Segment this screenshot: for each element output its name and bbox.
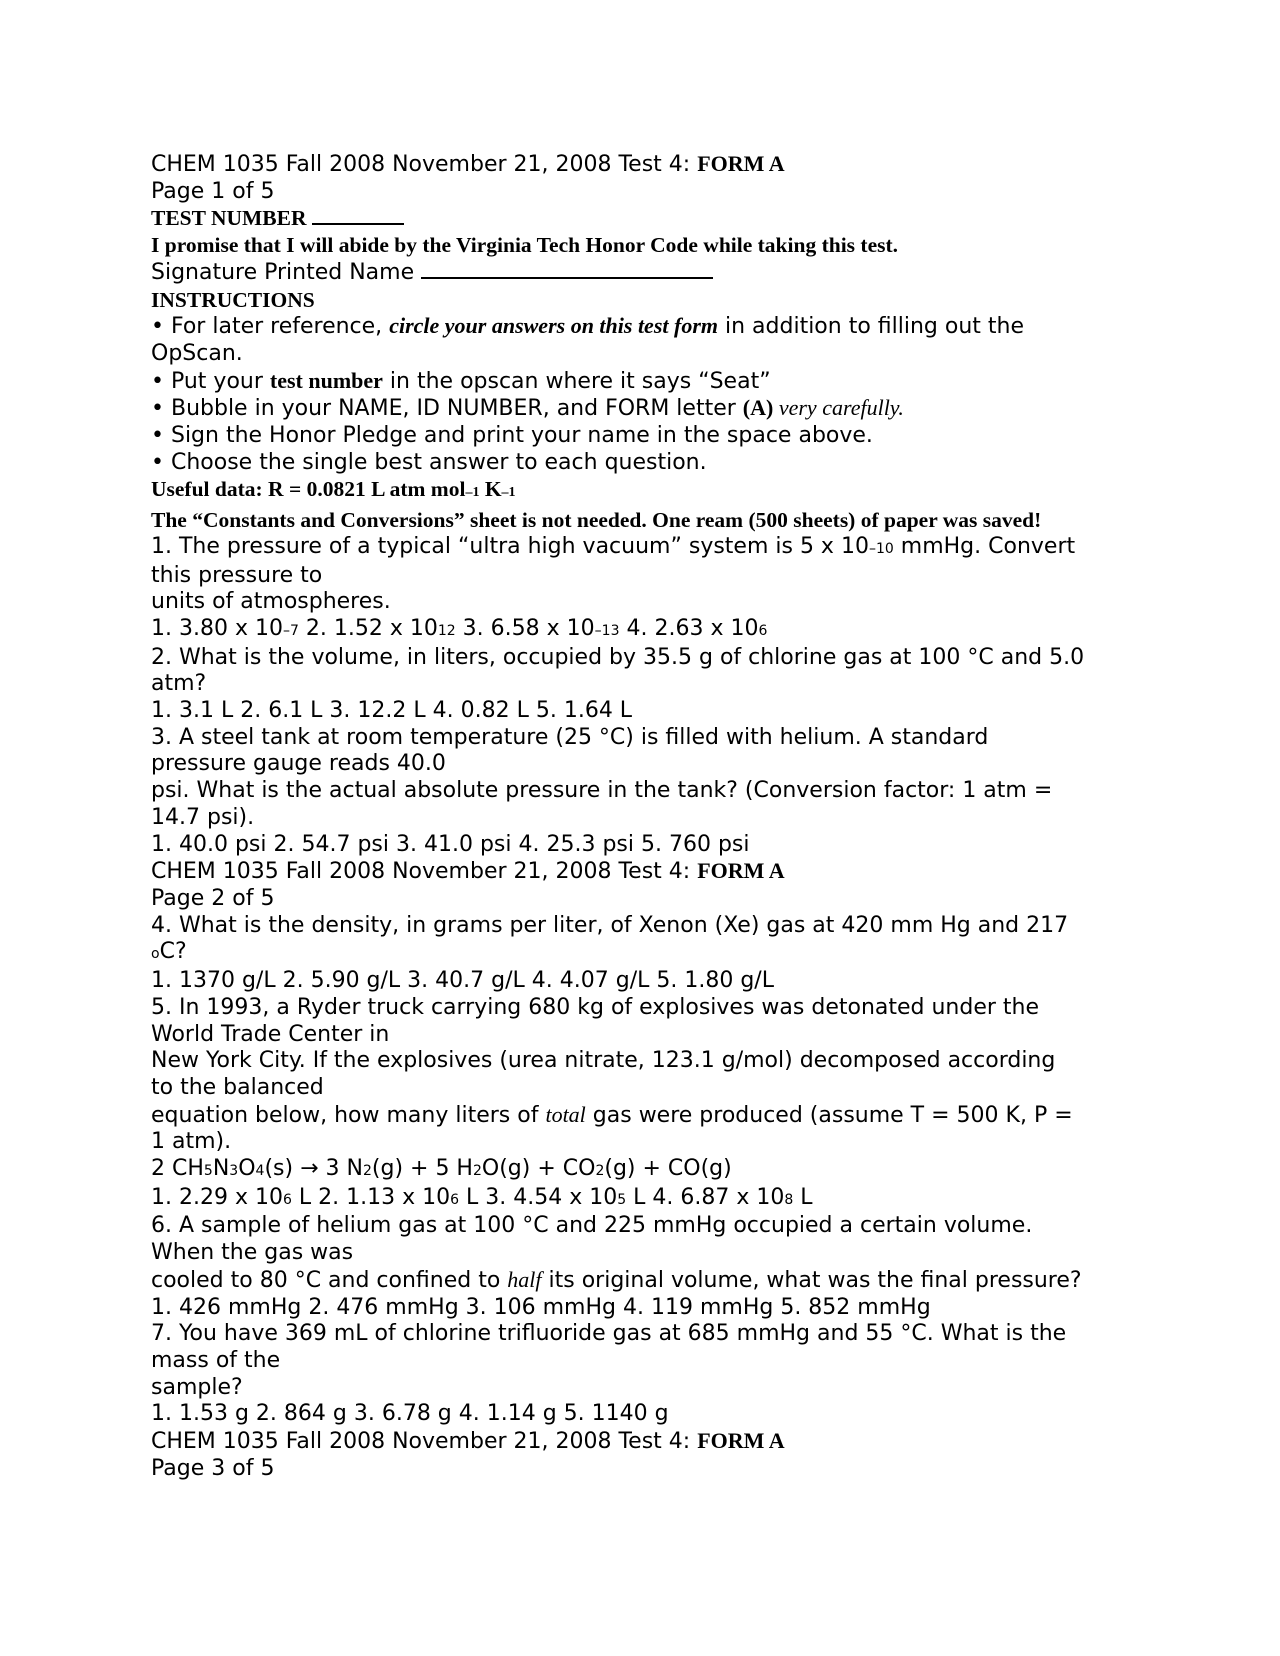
question-6-cont bbox=[151, 1267, 1141, 1295]
question-2-cont: atm? bbox=[151, 671, 207, 697]
instruction-emphasis: (A) bbox=[742, 395, 774, 421]
test-number-line bbox=[151, 205, 1141, 232]
instruction-1 bbox=[151, 313, 1141, 341]
question-5-cont: 1 atm). bbox=[151, 1129, 232, 1155]
question-7-answers: 1. 1.53 g 2. 864 g 3. 6.78 g 4. 1.14 g 5. 1140 g bbox=[151, 1401, 669, 1427]
question-text: its original volume, what was the final pressure? bbox=[541, 1267, 1082, 1293]
signature-label: Signature Printed Name bbox=[151, 259, 415, 285]
page-number: Page 1 of 5 bbox=[151, 178, 275, 204]
exponent: –10 bbox=[868, 540, 894, 557]
exponent: –7 bbox=[282, 622, 299, 639]
instruction-5 bbox=[151, 450, 1141, 477]
answer-choice: 4. 2.63 x 10 bbox=[619, 615, 759, 641]
bullet-icon: • bbox=[151, 423, 164, 449]
subscript: 5 bbox=[203, 1163, 213, 1180]
question-5-cont: World Trade Center in bbox=[151, 1021, 390, 1047]
bullet-icon: • bbox=[151, 396, 164, 422]
exponent: –13 bbox=[594, 622, 620, 639]
instruction-text: in the opscan where it says “Seat” bbox=[382, 368, 771, 394]
instruction-3 bbox=[151, 395, 1141, 423]
question-6-cont: When the gas was bbox=[151, 1240, 354, 1266]
question-text: 1. The pressure of a typical “ultra high vacuum” system is 5 x 10 bbox=[151, 533, 869, 559]
constants-note: The “Constants and Conversions” sheet is not needed. One ream (500 sheets) of paper was saved! bbox=[151, 508, 1042, 533]
exponent: –1 bbox=[465, 485, 480, 501]
subscript: 2 bbox=[362, 1163, 372, 1180]
answer-choice: L bbox=[793, 1184, 813, 1210]
bullet-icon: • bbox=[151, 368, 164, 394]
question-emphasis: half bbox=[507, 1266, 542, 1292]
equation-part: (g) + 5 H bbox=[371, 1156, 473, 1182]
question-text: gas were produced (assume T = 500 K, P = bbox=[585, 1102, 1073, 1128]
question-5: 5. In 1993, a Ryder truck carrying 680 kg of explosives was detonated under the bbox=[151, 994, 1040, 1020]
question-2-answers: 1. 3.1 L 2. 6.1 L 3. 12.2 L 4. 0.82 L 5. 1.64 L bbox=[151, 698, 633, 724]
question-4-answers: 1. 1370 g/L 2. 5.90 g/L 3. 40.7 g/L 4. 4.07 g/L 5. 1.80 g/L bbox=[151, 968, 774, 994]
answer-choice: 1. 2.29 x 10 bbox=[151, 1184, 283, 1210]
page-number: Page 2 of 5 bbox=[151, 885, 275, 911]
question-1-cont: this pressure to bbox=[151, 562, 323, 588]
question-6-answers: 1. 426 mmHg 2. 476 mmHg 3. 106 mmHg 4. 119 mmHg 5. 852 mmHg bbox=[151, 1294, 931, 1320]
question-3-cont: psi. What is the actual absolute pressure in the tank? (Conversion factor: 1 atm = bbox=[151, 778, 1053, 804]
subscript: 2 bbox=[595, 1163, 605, 1180]
question-6: 6. A sample of helium gas at 100 °C and 225 mmHg occupied a certain volume. bbox=[151, 1213, 1033, 1239]
question-7: 7. You have 369 mL of chlorine trifluoride gas at 685 mmHg and 55 °C. What is the bbox=[151, 1321, 1067, 1347]
equation-part: O(g) + CO bbox=[481, 1156, 596, 1182]
header-line bbox=[151, 1428, 1141, 1456]
instruction-2 bbox=[151, 368, 1141, 396]
chemical-equation bbox=[151, 1156, 1141, 1185]
instruction-text: Put your bbox=[163, 368, 270, 394]
form-label: FORM A bbox=[697, 151, 785, 176]
subscript: 2 bbox=[472, 1163, 482, 1180]
answer-choice: 2. 1.52 x 10 bbox=[298, 615, 438, 641]
question-text: mmHg. Convert bbox=[893, 533, 1076, 559]
question-7-cont: sample? bbox=[151, 1374, 243, 1400]
equation-part: (s) → 3 N bbox=[264, 1156, 363, 1182]
course-line: CHEM 1035 Fall 2008 November 21, 2008 Test 4: bbox=[151, 859, 698, 885]
header-line bbox=[151, 858, 1141, 886]
equation-part: 2 CH bbox=[151, 1156, 204, 1182]
test-number-blank[interactable] bbox=[312, 205, 404, 225]
subscript: 4 bbox=[255, 1163, 265, 1180]
signature-blank[interactable] bbox=[421, 259, 713, 279]
question-text: cooled to 80 °C and confined to bbox=[151, 1267, 508, 1293]
exponent: 5 bbox=[617, 1191, 627, 1208]
equation-part: O bbox=[238, 1156, 256, 1182]
question-3-answers: 1. 40.0 psi 2. 54.7 psi 3. 41.0 psi 4. 25.3 psi 5. 760 psi bbox=[151, 831, 750, 857]
question-3-cont: pressure gauge reads 40.0 bbox=[151, 751, 446, 777]
exponent: 6 bbox=[282, 1191, 292, 1208]
question-4: 4. What is the density, in grams per liter, of Xenon (Xe) gas at 420 mm Hg and 217 bbox=[151, 912, 1069, 938]
answer-choice: 3. 6.58 x 10 bbox=[455, 615, 595, 641]
question-emphasis: total bbox=[545, 1101, 586, 1127]
instruction-text: in addition to filling out the bbox=[718, 314, 1025, 340]
question-5-answers bbox=[151, 1185, 1141, 1214]
question-text: C? bbox=[159, 939, 187, 965]
instruction-emphasis: test number bbox=[269, 367, 383, 393]
exponent: 6 bbox=[758, 622, 768, 639]
exponent: –1 bbox=[501, 485, 516, 501]
question-4-cont bbox=[151, 939, 1141, 968]
useful-data bbox=[151, 476, 1141, 507]
page-number: Page 3 of 5 bbox=[151, 1455, 275, 1481]
question-5-cont: to the balanced bbox=[151, 1074, 324, 1100]
question-1-answers bbox=[151, 616, 1141, 645]
question-1-cont: units of atmospheres. bbox=[151, 589, 391, 615]
answer-choice: L 2. 1.13 x 10 bbox=[291, 1184, 451, 1210]
question-2: 2. What is the volume, in liters, occupied by 35.5 g of chlorine gas at 100 °C and 5.0 bbox=[151, 644, 1085, 670]
question-5-cont: New York City. If the explosives (urea nitrate, 123.1 g/mol) decomposed according bbox=[151, 1048, 1056, 1074]
instruction-text: Choose the single best answer to each question. bbox=[163, 449, 707, 475]
exponent: 8 bbox=[784, 1191, 794, 1208]
instruction-4 bbox=[151, 423, 1141, 450]
form-label: FORM A bbox=[697, 858, 785, 884]
bullet-icon: • bbox=[151, 314, 164, 340]
equation-part: (g) + CO(g) bbox=[604, 1156, 732, 1182]
useful-data-text: Useful data: R = 0.0821 L atm mol bbox=[151, 477, 466, 502]
instruction-1-cont: OpScan. bbox=[151, 340, 243, 366]
instruction-text: For later reference, bbox=[163, 314, 390, 340]
course-line: CHEM 1035 Fall 2008 November 21, 2008 Test 4: bbox=[151, 152, 698, 177]
course-line: CHEM 1035 Fall 2008 November 21, 2008 Test 4: bbox=[151, 1429, 698, 1455]
test-number-label: TEST NUMBER bbox=[151, 206, 307, 231]
instructions-title: INSTRUCTIONS bbox=[151, 287, 315, 312]
instruction-emphasis: very carefully. bbox=[773, 395, 904, 421]
question-3: 3. A steel tank at room temperature (25 °C) is filled with helium. A standard bbox=[151, 724, 989, 750]
question-7-cont: mass of the bbox=[151, 1347, 281, 1373]
document-body bbox=[151, 151, 1141, 1482]
question-5-cont bbox=[151, 1102, 1141, 1130]
answer-choice: L 4. 6.87 x 10 bbox=[626, 1184, 785, 1210]
exponent: 12 bbox=[437, 622, 456, 639]
header-line bbox=[151, 151, 1141, 179]
signature-line bbox=[151, 259, 1141, 287]
equation-part: N bbox=[212, 1156, 230, 1182]
honor-promise: I promise that I will abide by the Virginia Tech Honor Code while taking this test. bbox=[151, 233, 899, 258]
degree-mark: o bbox=[151, 946, 160, 963]
subscript: 3 bbox=[229, 1163, 239, 1180]
useful-data-text: K bbox=[479, 477, 502, 502]
question-text: equation below, how many liters of bbox=[151, 1102, 546, 1128]
answer-choice: L 3. 4.54 x 10 bbox=[459, 1184, 618, 1210]
bullet-icon: • bbox=[151, 449, 164, 475]
instruction-emphasis: circle your answers on this test form bbox=[389, 313, 718, 339]
exponent: 6 bbox=[450, 1191, 460, 1208]
question-1 bbox=[151, 534, 1141, 563]
instruction-text: Bubble in your NAME, ID NUMBER, and FORM letter bbox=[163, 396, 743, 422]
question-3-cont: 14.7 psi). bbox=[151, 804, 255, 830]
answer-choice: 1. 3.80 x 10 bbox=[151, 615, 283, 641]
instruction-text: Sign the Honor Pledge and print your name in the space above. bbox=[163, 423, 873, 449]
form-label: FORM A bbox=[697, 1428, 785, 1454]
